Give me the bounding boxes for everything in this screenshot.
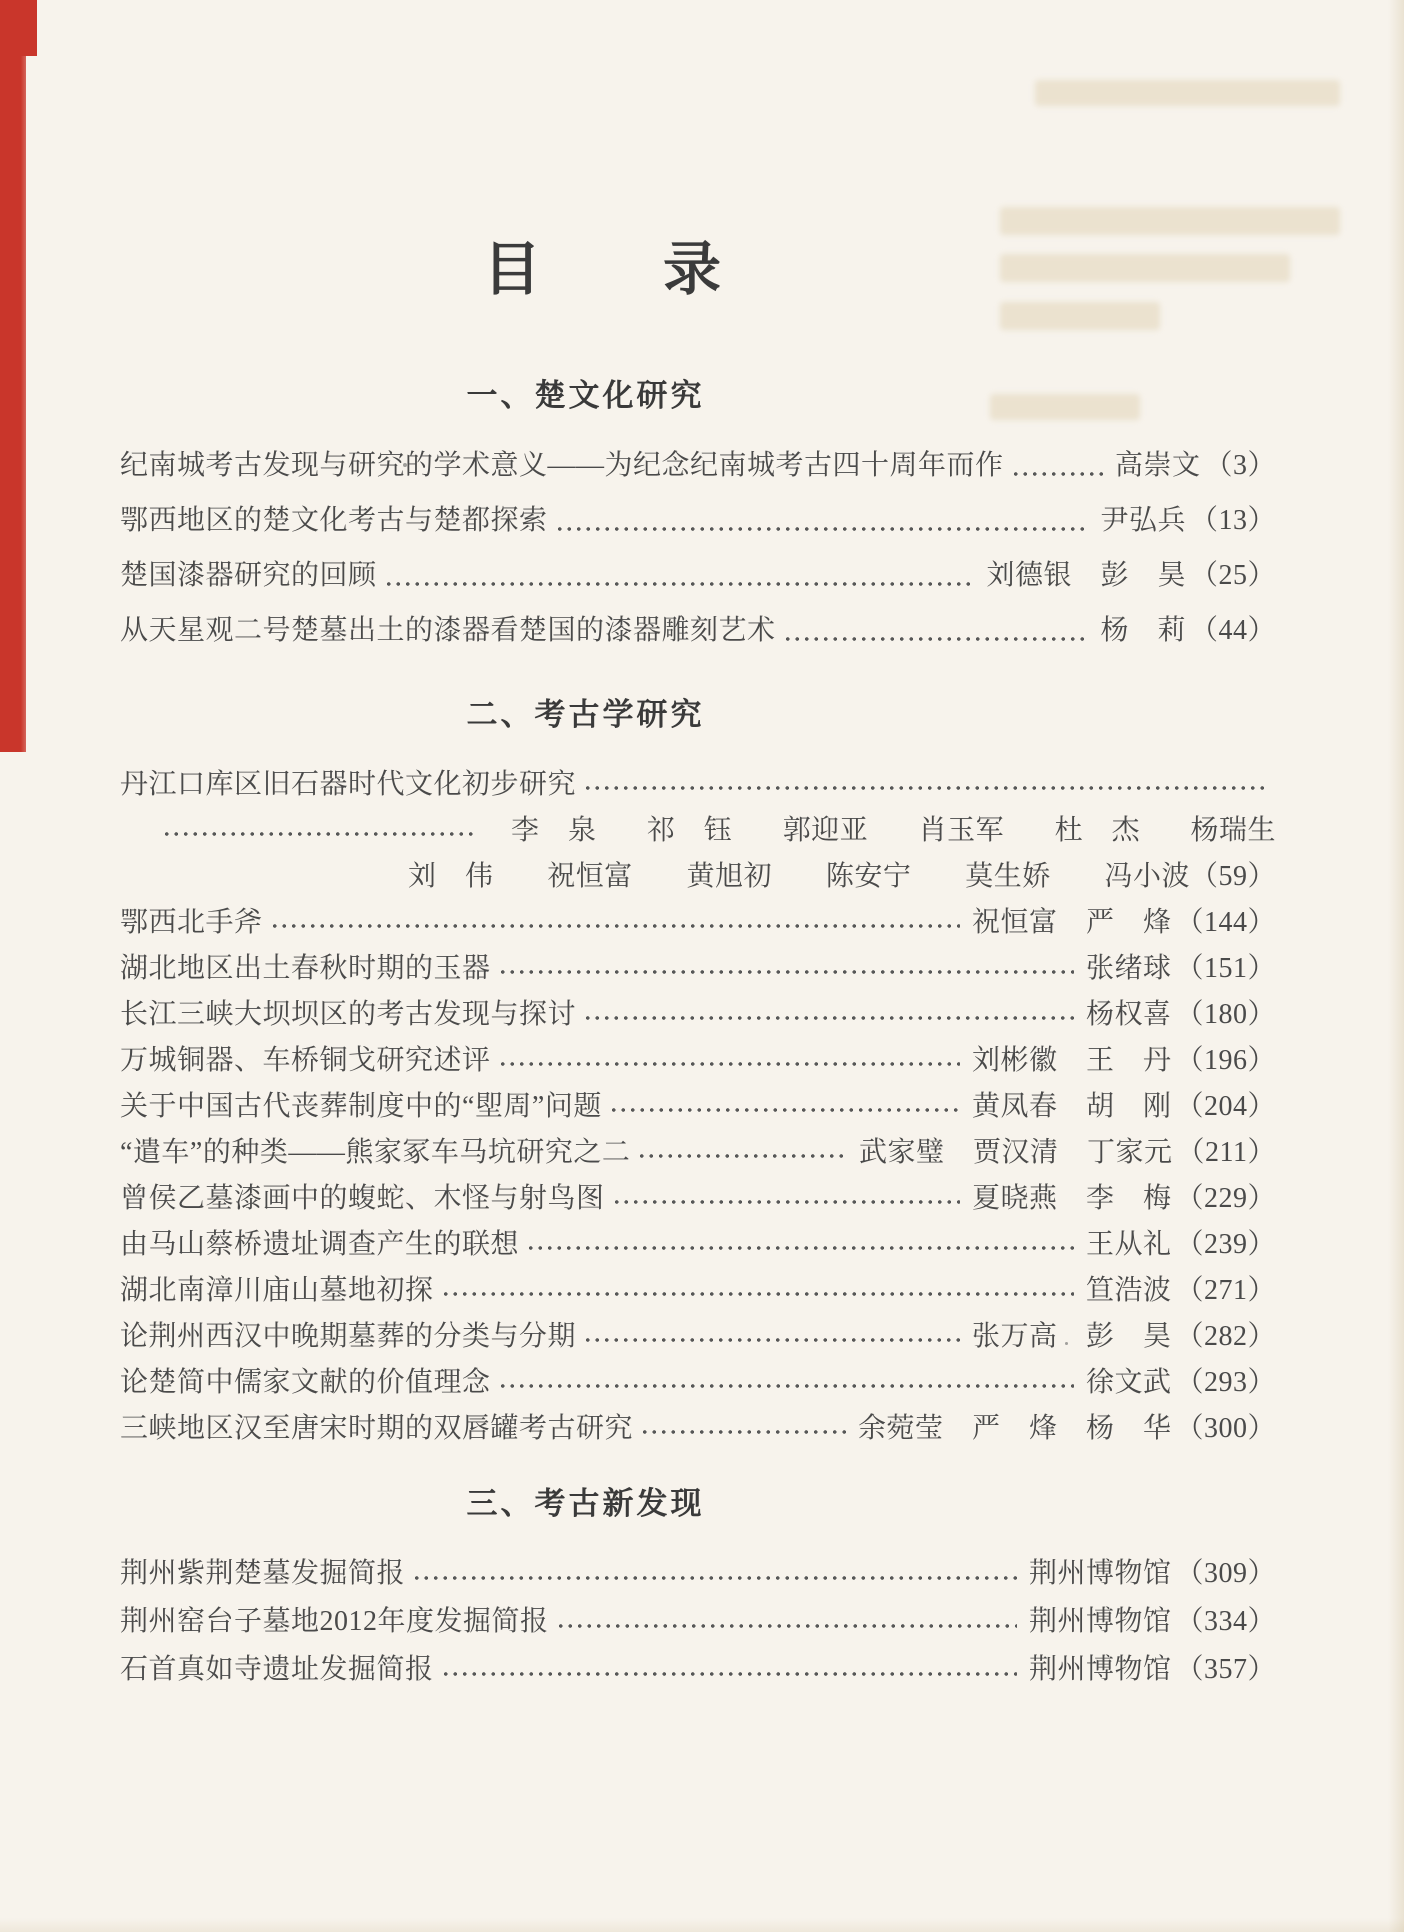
entry-title: 湖北南漳川庙山墓地初探	[120, 1275, 434, 1306]
entry-title: 由马山蔡桥遗址调查产生的联想	[120, 1229, 520, 1260]
entry-authors: 荆州博物馆	[1028, 1558, 1172, 1589]
entry-title: 石首真如寺遗址发掘简报	[120, 1654, 434, 1685]
entry-page-number: （271）	[1175, 1275, 1276, 1306]
toc-entry	[120, 1360, 1276, 1406]
toc-section-2	[120, 689, 1276, 1452]
section-heading: 三、考古新发现	[466, 1486, 705, 1521]
dotted-leader	[526, 1245, 1074, 1251]
author-name: 祁 钰	[646, 815, 733, 846]
toc-section-1	[120, 370, 1276, 663]
entry-authors	[511, 808, 1276, 848]
dotted-leader	[637, 1153, 847, 1159]
dotted-leader	[555, 526, 1089, 532]
toc-entry	[120, 1268, 1276, 1314]
dotted-leader	[384, 581, 975, 587]
toc-entry	[120, 443, 1276, 498]
entry-authors: 杨权喜	[1085, 999, 1172, 1030]
toc-section-3	[120, 1478, 1276, 1695]
author-name: 刘 伟	[408, 861, 494, 892]
toc-entry	[120, 946, 1276, 992]
table-of-contents	[120, 222, 1276, 1695]
toc-entry-continuation	[120, 808, 1276, 854]
entry-authors: 笪浩波	[1085, 1275, 1172, 1306]
entry-title: 鄂西地区的楚文化考古与楚都探索	[120, 505, 548, 536]
page-title: 目 录	[482, 237, 723, 302]
dotted-leader	[612, 1199, 960, 1205]
section-heading: 二、考古学研究	[466, 697, 705, 732]
entry-authors: 余菀莹 严 烽 杨 华	[857, 1413, 1172, 1444]
dotted-leader	[412, 1575, 1017, 1581]
author-name: 黄旭初	[686, 861, 773, 892]
entry-page-number: （239）	[1175, 1229, 1276, 1260]
entry-title: 论荆州西汉中晚期墓葬的分类与分期	[120, 1321, 577, 1352]
book-spine-red-strip	[0, 0, 26, 752]
entry-page-number: （293）	[1175, 1367, 1276, 1398]
dotted-leader	[498, 1061, 960, 1067]
toc-entry	[120, 900, 1276, 946]
entry-title: 曾侯乙墓漆画中的蝮蛇、木怪与射鸟图	[120, 1183, 605, 1214]
toc-entry	[120, 1647, 1276, 1695]
entry-page-number: （211）	[1176, 1137, 1276, 1168]
toc-sections	[120, 370, 1276, 1695]
toc-entry	[120, 762, 1276, 808]
toc-entry	[120, 1176, 1276, 1222]
entry-page-number: （180）	[1175, 999, 1276, 1030]
entry-authors: 黄凤春 胡 刚	[971, 1091, 1172, 1122]
dotted-leader	[441, 1671, 1017, 1677]
entry-authors: 杨 莉	[1100, 615, 1186, 646]
entry-title: 丹江口库区旧石器时代文化初步研究	[120, 769, 577, 800]
entry-title: 长江三峡大坝坝区的考古发现与探讨	[120, 999, 577, 1030]
entry-authors: 武家璧 贾汉清 丁家元	[859, 1137, 1173, 1168]
entry-page-number: （229）	[1175, 1183, 1276, 1214]
entry-page-number: （151）	[1175, 953, 1276, 984]
entry-title: 楚国漆器研究的回顾	[120, 560, 377, 591]
print-bleed-through	[1035, 80, 1340, 106]
entry-page-number: （357）	[1175, 1654, 1276, 1685]
dotted-leader	[640, 1429, 846, 1435]
author-name: 肖玉军	[918, 815, 1005, 846]
entry-title: 纪南城考古发现与研究的学术意义——为纪念纪南城考古四十周年而作	[120, 450, 1004, 481]
entry-authors: 王从礼	[1085, 1229, 1172, 1260]
dotted-leader	[583, 1015, 1074, 1021]
dotted-leader	[783, 636, 1089, 642]
entry-title: 三峡地区汉至唐宋时期的双唇罐考古研究	[120, 1413, 634, 1444]
entry-title: 荆州窑台子墓地2012年度发掘简报	[120, 1606, 549, 1637]
entry-title: 湖北地区出土春秋时期的玉器	[120, 953, 491, 984]
entry-authors: 荆州博物馆	[1028, 1606, 1172, 1637]
dotted-leader	[270, 923, 960, 929]
entry-page-number: （25）	[1189, 560, 1276, 591]
toc-entry	[120, 608, 1276, 663]
toc-entry	[120, 1222, 1276, 1268]
toc-entry	[120, 1038, 1276, 1084]
toc-entry	[120, 1406, 1276, 1452]
entry-title: 荆州紫荆楚墓发掘简报	[120, 1558, 406, 1589]
entry-title: 从天星观二号楚墓出土的漆器看楚国的漆器雕刻艺术	[120, 615, 776, 646]
toc-entry	[120, 1551, 1276, 1599]
entry-title: 论楚简中儒家文献的价值理念	[120, 1367, 491, 1398]
entry-authors: 刘彬徽 王 丹	[971, 1045, 1172, 1076]
entry-page-number: （204）	[1175, 1091, 1276, 1122]
dotted-leader	[162, 831, 477, 837]
dotted-leader	[498, 969, 1074, 975]
entry-page-number: （196）	[1175, 1045, 1276, 1076]
entry-title: 鄂西北手斧	[120, 907, 263, 938]
entry-title: “遣车”的种类——熊家冢车马坑研究之二	[120, 1137, 631, 1168]
toc-entry	[120, 1314, 1276, 1360]
dotted-leader	[583, 785, 1268, 791]
entry-authors: 祝恒富 严 烽	[971, 907, 1172, 938]
dotted-leader	[583, 1337, 960, 1343]
dotted-leader	[441, 1291, 1074, 1297]
author-name: 冯小波（59）	[1104, 861, 1276, 892]
toc-entry	[120, 1130, 1276, 1176]
author-name: 杜 杰	[1054, 815, 1141, 846]
entry-authors: 刘德银 彭 昊	[986, 560, 1186, 591]
toc-entry-continuation	[120, 854, 1276, 900]
entry-authors: 尹弘兵	[1100, 505, 1186, 536]
entry-authors: 夏晓燕 李 梅	[971, 1183, 1172, 1214]
entry-authors: 高崇文	[1114, 450, 1201, 481]
entry-authors: 徐文武	[1085, 1367, 1172, 1398]
entry-page-number: （282）	[1175, 1321, 1276, 1352]
entry-title: 万城铜器、车桥铜戈研究述评	[120, 1045, 491, 1076]
author-name: 祝恒富	[547, 861, 633, 892]
entry-page-number: （13）	[1189, 505, 1276, 536]
page-edge-shading	[1388, 0, 1404, 1932]
dotted-leader	[498, 1383, 1074, 1389]
entry-authors: 荆州博物馆	[1028, 1654, 1172, 1685]
author-name: 杨瑞生	[1190, 815, 1276, 846]
entry-authors: 张万高 彭 昊	[971, 1321, 1172, 1352]
toc-entry	[120, 498, 1276, 553]
entry-authors: 张绪球	[1085, 953, 1172, 984]
entry-page-number: （3）	[1204, 450, 1276, 481]
dotted-leader	[556, 1623, 1017, 1629]
entry-page-number: （144）	[1175, 907, 1276, 938]
toc-entry	[120, 1084, 1276, 1130]
entry-title: 关于中国古代丧葬制度中的“堲周”问题	[120, 1091, 602, 1122]
dotted-leader	[1011, 471, 1103, 477]
author-name: 莫生娇	[965, 861, 1051, 892]
entry-page-number: （334）	[1175, 1606, 1276, 1637]
entry-page-number: （309）	[1175, 1558, 1276, 1589]
section-heading: 一、楚文化研究	[466, 378, 705, 413]
dotted-leader	[609, 1107, 960, 1113]
toc-entry	[120, 992, 1276, 1038]
author-name: 郭迎亚	[782, 815, 869, 846]
author-name: 李 泉	[511, 815, 597, 846]
toc-entry	[120, 1599, 1276, 1647]
page-edge-shading	[0, 1918, 1404, 1932]
toc-entry	[120, 553, 1276, 608]
entry-page-number: （44）	[1189, 615, 1276, 646]
author-name: 陈安宁	[825, 861, 912, 892]
entry-authors	[408, 854, 1276, 894]
entry-page-number: （300）	[1175, 1413, 1276, 1444]
